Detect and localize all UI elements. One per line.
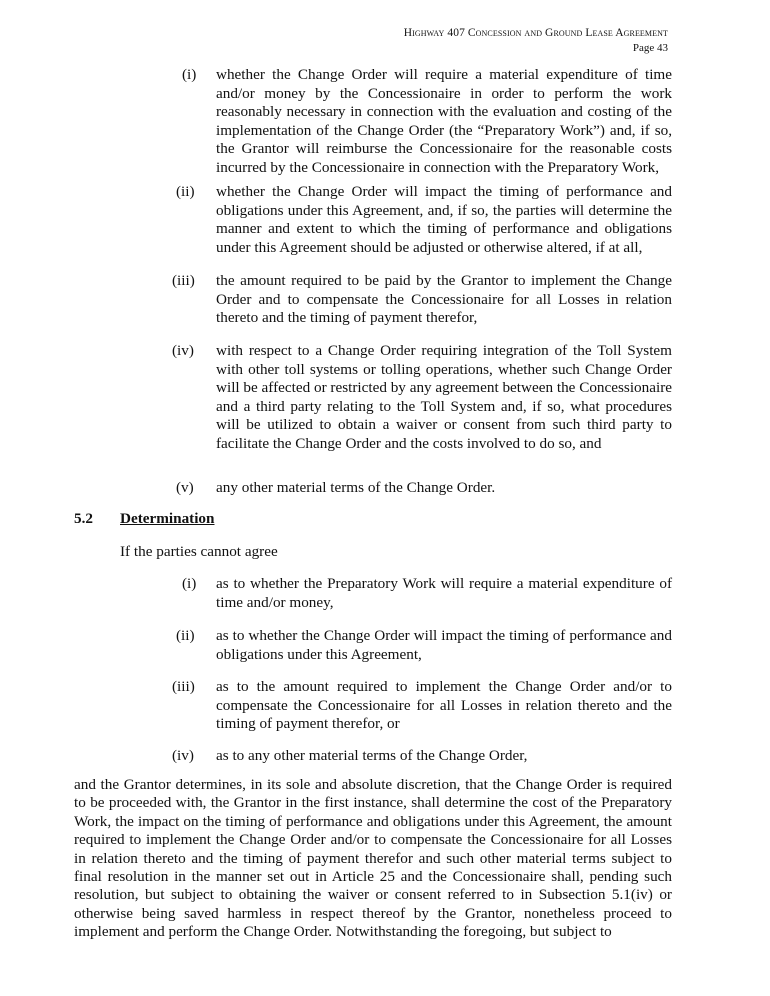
list-item-number: (ii)	[176, 183, 195, 200]
list-item-number: (iv)	[172, 747, 194, 764]
section-intro: If the parties cannot agree	[120, 543, 278, 560]
list-item-text: as to whether the Change Order will impact the timing of performance and obligations under this Agreement,	[216, 627, 672, 663]
determination-paragraph: and the Grantor determines, in its sole and absolute discretion, that the Change Order is required to be proceeded with, the Grantor in the first instance, shall determine the cost of the Preparatory Work, the impact on the timing of performance and obligations under this Agreement, the amount required to implement the Change Order and/or to compensate the Concessionaire for all Losses in relation thereto and the timing of payment therefor and such other material terms subject to final resolution in the manner set out in Article 25 and the Concessionaire shall, pending such resolution, but subject to obtaining the waiver or consent referred to in Subsection 5.1(iv) or otherwise being saved harmless in respect thereof by the Grantor, nonetheless proceed to implement and perform the Change Order. Notwithstanding the foregoing, but subject to	[74, 776, 672, 941]
list-item-text: any other material terms of the Change Order.	[216, 479, 496, 496]
list-item-text: as to the amount required to implement the Change Order and/or to compensate the Concessionaire for all Losses in relation thereto and the timing of payment therefor, or	[216, 678, 672, 733]
list-item-number: (iv)	[172, 342, 194, 359]
list-item-text: whether the Change Order will impact the timing of performance and obligations under this Agreement, and, if so, the parties will determine the manner and extent to which the timing of performance and obligations under this Agreement should be adjusted or otherwise altered, if at all,	[216, 183, 672, 256]
list-item-number: (v)	[176, 479, 194, 496]
list-item-text: the amount required to be paid by the Grantor to implement the Change Order and to compensate the Concessionaire for all Losses in relation thereto and the timing of payment therefor,	[216, 272, 672, 327]
list-item-number: (iii)	[172, 272, 195, 289]
page-header	[404, 26, 668, 56]
header-title: Highway 407 Concession and Ground Lease Agreement	[403, 27, 668, 39]
page-number: Page 43	[632, 42, 668, 54]
list-item-text: as to whether the Preparatory Work will require a material expenditure of time and/or money,	[216, 575, 672, 611]
list-item-text: whether the Change Order will require a material expenditure of time and/or money by the Concessionaire in order to perform the work reasonably necessary in connection with the evaluation and costing of the implementation of the Change Order (the “Preparatory Work”) and, if so, the Grantor will reimburse the Concessionaire for the reasonable costs incurred by the Concessionaire in connection with the Preparatory Work,	[216, 66, 672, 176]
list-item-text: as to any other material terms of the Change Order,	[216, 747, 528, 764]
list-item-number: (ii)	[176, 627, 195, 644]
list-item-number: (i)	[182, 66, 197, 83]
section-number: 5.2	[74, 510, 93, 527]
section-title: Determination	[120, 510, 215, 527]
list-item-number: (iii)	[172, 678, 195, 695]
list-item-text: with respect to a Change Order requiring integration of the Toll System with other toll systems or tolling operations, whether such Change Order will be affected or restricted by any agreement between the Concessionaire and a third party relating to the Toll System and, if so, what procedures will be utilized to obtain a waiver or consent from such third party to facilitate the Change Order and the costs involved to do so, and	[216, 342, 672, 452]
list-item-number: (i)	[182, 575, 197, 592]
